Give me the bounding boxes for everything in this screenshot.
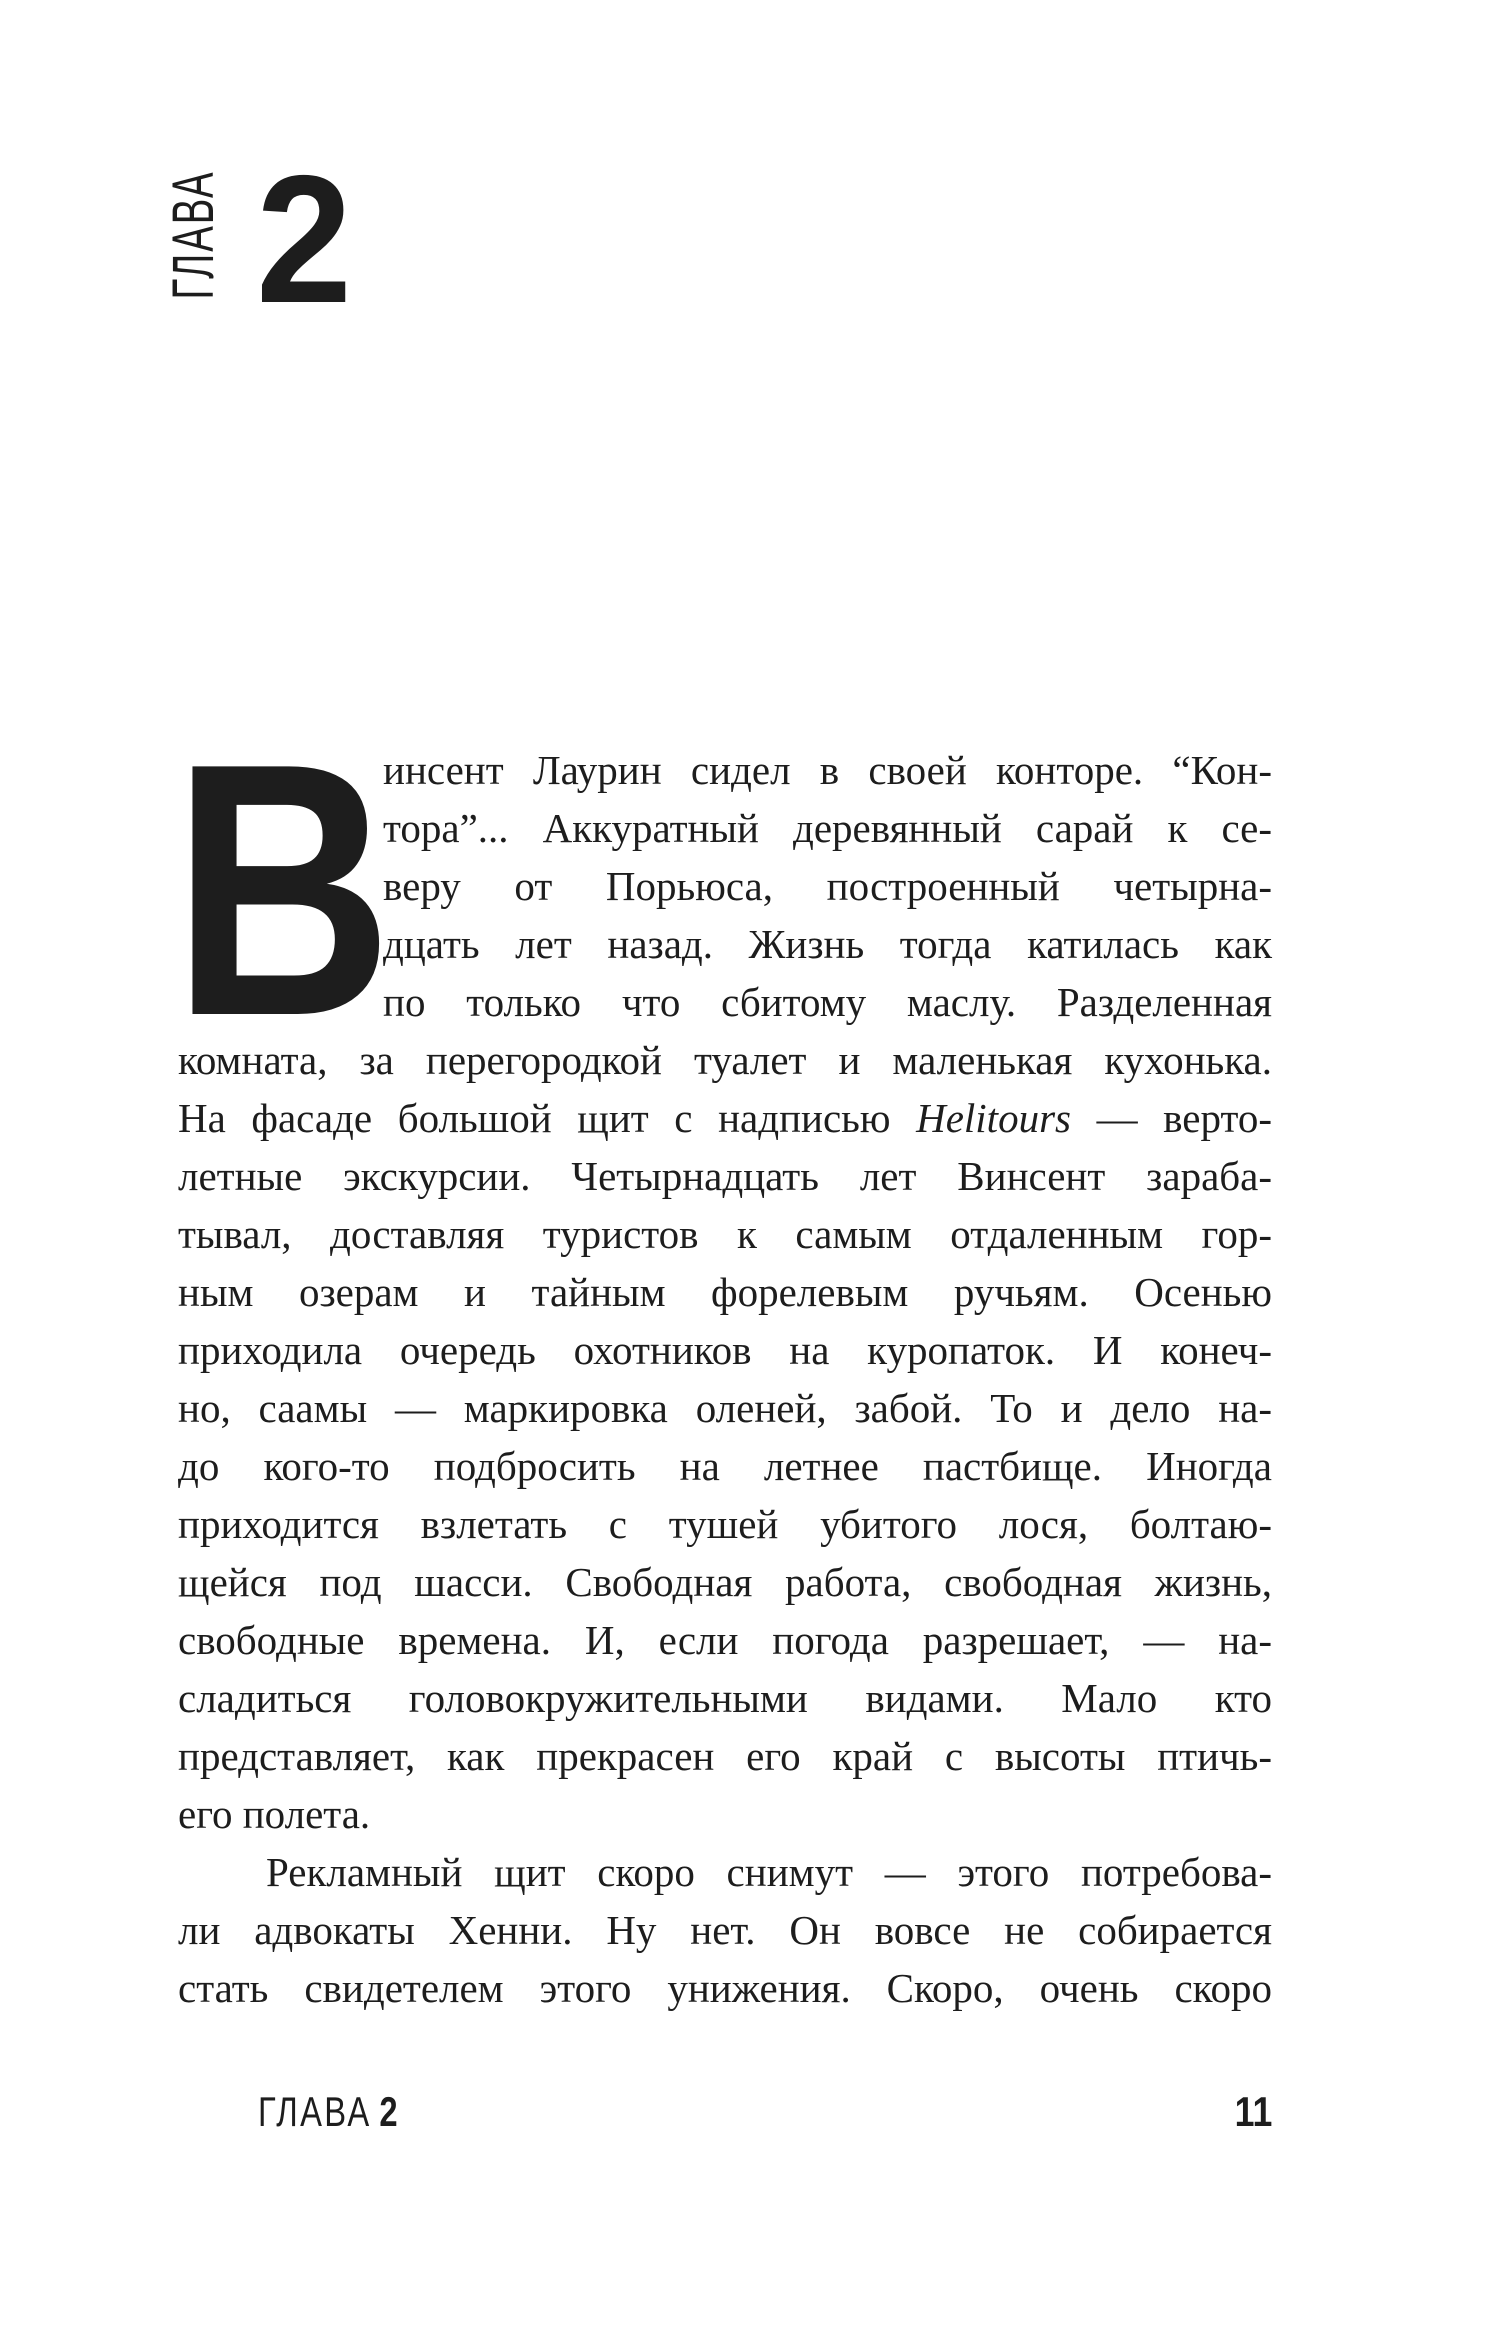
text-line bbox=[178, 1379, 1272, 1437]
text-segment: свободные времена. И, если погода разрешает, — на- bbox=[178, 1617, 1272, 1663]
chapter-number: 2 bbox=[256, 137, 353, 341]
text-line bbox=[178, 1959, 1272, 2017]
text-segment: На фасаде большой щит с надписью bbox=[178, 1095, 917, 1141]
text-segment: Рекламный щит скоро снимут — этого потребова- bbox=[266, 1849, 1272, 1895]
text-segment: представляет, как прекрасен его край с высоты птичь- bbox=[178, 1733, 1272, 1779]
text-line bbox=[178, 1611, 1272, 1669]
text-segment: — верто- bbox=[1071, 1095, 1272, 1141]
text-line bbox=[178, 1901, 1272, 1959]
text-segment: приходится взлетать с тушей убитого лося, болтаю- bbox=[178, 1501, 1272, 1547]
text-line bbox=[178, 1321, 1272, 1379]
chapter-label-vertical: ГЛАВА bbox=[160, 170, 226, 300]
text-line bbox=[178, 1843, 1272, 1901]
drop-cap: В bbox=[172, 689, 393, 1091]
text-segment: дцать лет назад. Жизнь тогда катилась как bbox=[383, 921, 1272, 967]
text-line bbox=[178, 1437, 1272, 1495]
text-line bbox=[178, 1727, 1272, 1785]
footer-chapter-number: 2 bbox=[379, 2088, 398, 2135]
text-segment: стать свидетелем этого унижения. Скоро, очень скоро bbox=[178, 1965, 1272, 2011]
text-segment: летные экскурсии. Четырнадцать лет Винсент зараба- bbox=[178, 1153, 1272, 1199]
text-segment: до кого-то подбросить на летнее пастбище. Иногда bbox=[178, 1443, 1272, 1489]
italic-text: Helitours bbox=[916, 1095, 1071, 1141]
text-segment: щейся под шасси. Свободная работа, свободная жизнь, bbox=[178, 1559, 1272, 1605]
text-segment: тора”... Аккуратный деревянный сарай к се- bbox=[383, 805, 1272, 851]
text-segment: приходила очередь охотников на куропаток. И конеч- bbox=[178, 1327, 1272, 1373]
text-line bbox=[178, 1147, 1272, 1205]
text-line bbox=[178, 1205, 1272, 1263]
text-segment: по только что сбитому маслу. Разделенная bbox=[383, 979, 1272, 1025]
page-number: 11 bbox=[1234, 2088, 1272, 2135]
text-line bbox=[178, 1089, 1272, 1147]
footer-chapter bbox=[258, 2088, 398, 2135]
text-segment: комната, за перегородкой туалет и маленькая кухонька. bbox=[178, 1037, 1272, 1083]
text-segment: ным озерам и тайным форелевым ручьям. Осенью bbox=[178, 1269, 1272, 1315]
text-segment: инсент Лаурин сидел в своей конторе. “Кон- bbox=[383, 747, 1272, 793]
text-segment: тывал, доставляя туристов к самым отдаленным гор- bbox=[178, 1211, 1272, 1257]
text-segment: но, саамы — маркировка оленей, забой. То и дело на- bbox=[178, 1385, 1272, 1431]
body-text bbox=[172, 689, 1272, 2017]
text-segment: сладиться головокружительными видами. Мало кто bbox=[178, 1675, 1272, 1721]
text-line bbox=[178, 1495, 1272, 1553]
text-line bbox=[178, 1669, 1272, 1727]
text-segment: ли адвокаты Хенни. Ну нет. Он вовсе не собирается bbox=[178, 1907, 1272, 1953]
text-segment: его полета. bbox=[178, 1791, 371, 1837]
text-line bbox=[178, 1553, 1272, 1611]
text-line bbox=[178, 1263, 1272, 1321]
text-line bbox=[178, 1785, 1272, 1843]
text-segment: веру от Порьюса, построенный четырна- bbox=[383, 863, 1272, 909]
footer-chapter-label: ГЛАВА bbox=[258, 2088, 372, 2135]
